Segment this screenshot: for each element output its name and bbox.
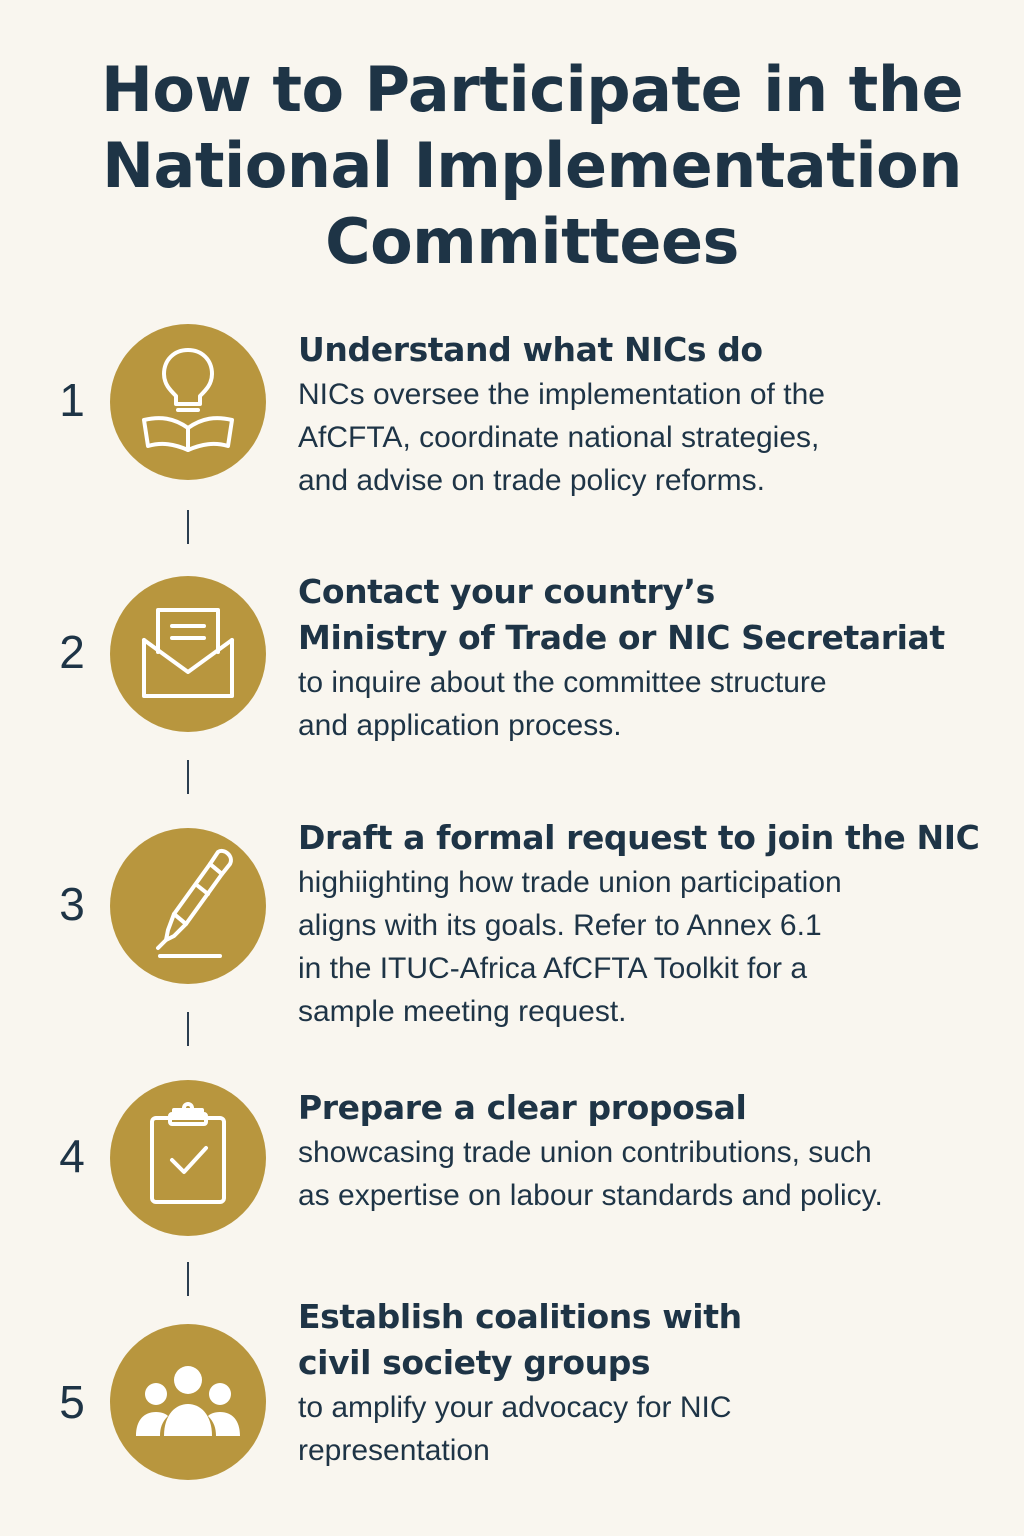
lightbulb-book-icon: [110, 324, 266, 480]
step-1-icon-circle: [110, 324, 266, 480]
step-2-text: [298, 569, 998, 747]
step-2-number: 2: [59, 626, 85, 678]
step-4-text: [298, 1085, 998, 1217]
step-4-body: showcasing trade union contributions, such as expertise on labour standards and policy.: [298, 1136, 883, 1212]
step-5-number: 5: [59, 1376, 85, 1428]
step-5-body: to amplify your advocacy for NIC representation: [298, 1391, 732, 1467]
step-1-body: NICs oversee the implementation of the AfCFTA, coordinate national strategies, and advise on trade policy reforms.: [298, 378, 825, 497]
step-5-heading: Establish coalitions with civil society groups: [298, 1297, 742, 1382]
step-connector: [187, 510, 189, 544]
step-2-icon-circle: [110, 576, 266, 732]
step-3-number: 3: [59, 878, 85, 930]
step-2-body: to inquire about the committee structure and application process.: [298, 666, 827, 742]
step-5-icon-circle: [110, 1324, 266, 1480]
step-3-text: [298, 815, 998, 1033]
step-1-number: 1: [59, 374, 85, 426]
step-4-number: 4: [59, 1130, 85, 1182]
step-connector: [187, 1262, 189, 1296]
pen-icon: [110, 828, 266, 984]
title-line-2: National Implementation: [102, 129, 962, 202]
step-2-heading: Contact your country’s Ministry of Trade or NIC Secretariat: [298, 572, 945, 657]
page-title: [40, 52, 1024, 280]
step-3-heading: Draft a formal request to join the NIC: [298, 818, 980, 857]
step-3-icon-circle: [110, 828, 266, 984]
step-4-heading: Prepare a clear proposal: [298, 1088, 747, 1127]
step-1-text: [298, 327, 998, 502]
step-1-heading: Understand what NICs do: [298, 330, 763, 369]
step-4-icon-circle: [110, 1080, 266, 1236]
title-line-3: Committees: [325, 205, 739, 278]
step-connector: [187, 760, 189, 794]
clipboard-check-icon: [110, 1080, 266, 1236]
step-connector: [187, 1012, 189, 1046]
step-5-text: [298, 1294, 998, 1472]
title-line-1: How to Participate in the: [100, 53, 964, 126]
step-3-body: highiighting how trade union participation aligns with its goals. Refer to Annex 6.1 in the ITUC-Africa AfCFTA Toolkit for a sample meeting request.: [298, 866, 842, 1028]
envelope-letter-icon: [110, 576, 266, 732]
people-group-icon: [110, 1324, 266, 1480]
